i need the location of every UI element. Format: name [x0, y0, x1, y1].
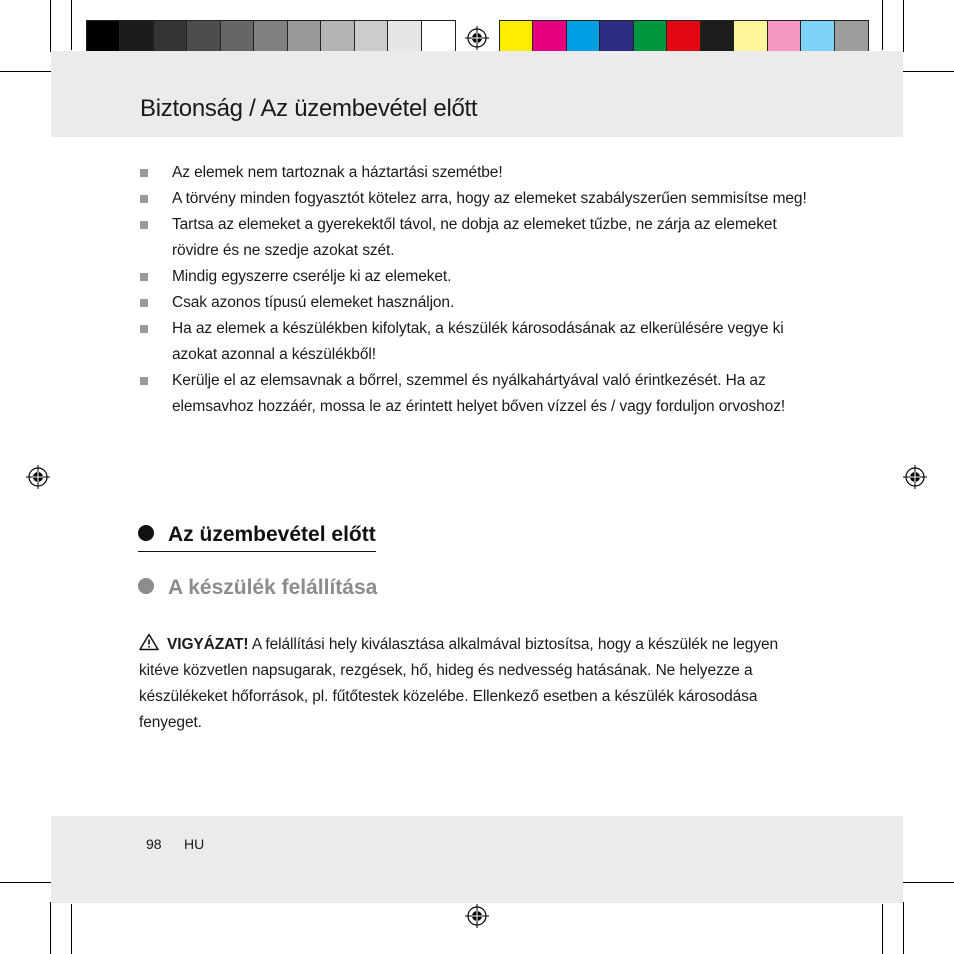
crop-mark [902, 882, 954, 883]
list-item-text: Kerülje el az elemsavnak a bőrrel, szemmel és nyálkahártyával való érintkezését. Ha az elemsavhoz hozzáér, mossa le az érintett helyet bőven vízzel és / vagy forduljon orvoshoz! [172, 372, 786, 415]
color-swatch [154, 21, 187, 53]
square-bullet-icon [140, 273, 148, 281]
list-item-text: Csak azonos típusú elemeket használjon. [172, 294, 455, 311]
square-bullet-icon [140, 325, 148, 333]
registration-mark-icon [903, 465, 927, 489]
bullet-dot-icon [138, 578, 154, 594]
list-item-text: Mindig egyszerre cserélje ki az elemeket. [172, 268, 452, 285]
crop-mark [0, 882, 52, 883]
square-bullet-icon [140, 195, 148, 203]
process-color-bar [499, 20, 869, 54]
square-bullet-icon [140, 377, 148, 385]
bullet-dot-icon [138, 525, 154, 541]
registration-mark-icon [465, 26, 489, 50]
color-swatch [801, 21, 834, 53]
crop-mark [882, 0, 883, 50]
registration-mark-icon [26, 465, 50, 489]
color-swatch [187, 21, 220, 53]
crop-mark [71, 904, 72, 954]
crop-mark [903, 902, 904, 954]
page-number: 98 [146, 836, 162, 852]
color-swatch [120, 21, 153, 53]
square-bullet-icon [140, 221, 148, 229]
color-swatch [701, 21, 734, 53]
list-item [140, 290, 820, 316]
color-swatch [667, 21, 700, 53]
color-swatch [87, 21, 120, 53]
list-item [140, 264, 820, 290]
square-bullet-icon [140, 169, 148, 177]
color-swatch [254, 21, 287, 53]
crop-mark [902, 71, 954, 72]
list-item-text: Az elemek nem tartoznak a háztartási szemétbe! [172, 164, 503, 181]
registration-mark-icon [465, 904, 489, 928]
safety-bullet-list [140, 160, 820, 420]
warning-triangle-icon [139, 633, 159, 651]
crop-mark [882, 904, 883, 954]
color-swatch [768, 21, 801, 53]
color-swatch [355, 21, 388, 53]
list-item [140, 212, 820, 264]
section-heading-setup [138, 576, 377, 600]
color-swatch [288, 21, 321, 53]
color-swatch [533, 21, 566, 53]
color-swatch [321, 21, 354, 53]
color-swatch [422, 21, 455, 53]
header-band [51, 51, 903, 137]
color-swatch [600, 21, 633, 53]
section-heading-text: A készülék felállítása [168, 576, 378, 599]
square-bullet-icon [140, 299, 148, 307]
color-swatch [221, 21, 254, 53]
color-swatch [634, 21, 667, 53]
crop-mark [71, 0, 72, 50]
warning-text: A felállítási hely kiválasztása alkalmával biztosítsa, hogy a készülék ne legyen kitéve közvetlen napsugarak, rezgések, hő, hideg és nedvesség hatásának. Ne helyezze a készülékeket hőforrások, pl. fűtőtestek közelébe. Ellenkező esetben a készülék károsodása fenyeget. [139, 636, 779, 731]
crop-mark [50, 902, 51, 954]
color-swatch [835, 21, 868, 53]
list-item-text: A törvény minden fogyasztót kötelez arra, hogy az elemeket szabályszerűen semmisítse meg! [172, 190, 807, 207]
list-item [140, 160, 820, 186]
list-item [140, 368, 820, 420]
crop-mark [50, 0, 51, 52]
section-heading-text: Az üzembevétel előtt [168, 523, 376, 546]
color-swatch [567, 21, 600, 53]
page-title: Biztonság / Az üzembevétel előtt [140, 95, 478, 122]
list-item [140, 316, 820, 368]
warning-paragraph [139, 632, 819, 736]
grayscale-color-bar [86, 20, 456, 54]
color-swatch [500, 21, 533, 53]
warning-label: VIGYÁZAT! [167, 636, 249, 653]
crop-mark [903, 0, 904, 52]
list-item-text: Tartsa az elemeket a gyerekektől távol, ne dobja az elemeket tűzbe, ne zárja az elemeket rövidre és ne szedje azokat szét. [172, 216, 777, 259]
color-swatch [388, 21, 421, 53]
crop-mark [0, 71, 52, 72]
footer-band [51, 816, 903, 903]
color-swatch [734, 21, 767, 53]
section-heading-before-use [138, 523, 376, 552]
list-item-text: Ha az elemek a készülékben kifolytak, a készülék károsodásának az elkerülésére vegye ki azokat azonnal a készülékből! [172, 320, 784, 363]
list-item [140, 186, 820, 212]
language-code: HU [184, 836, 205, 852]
